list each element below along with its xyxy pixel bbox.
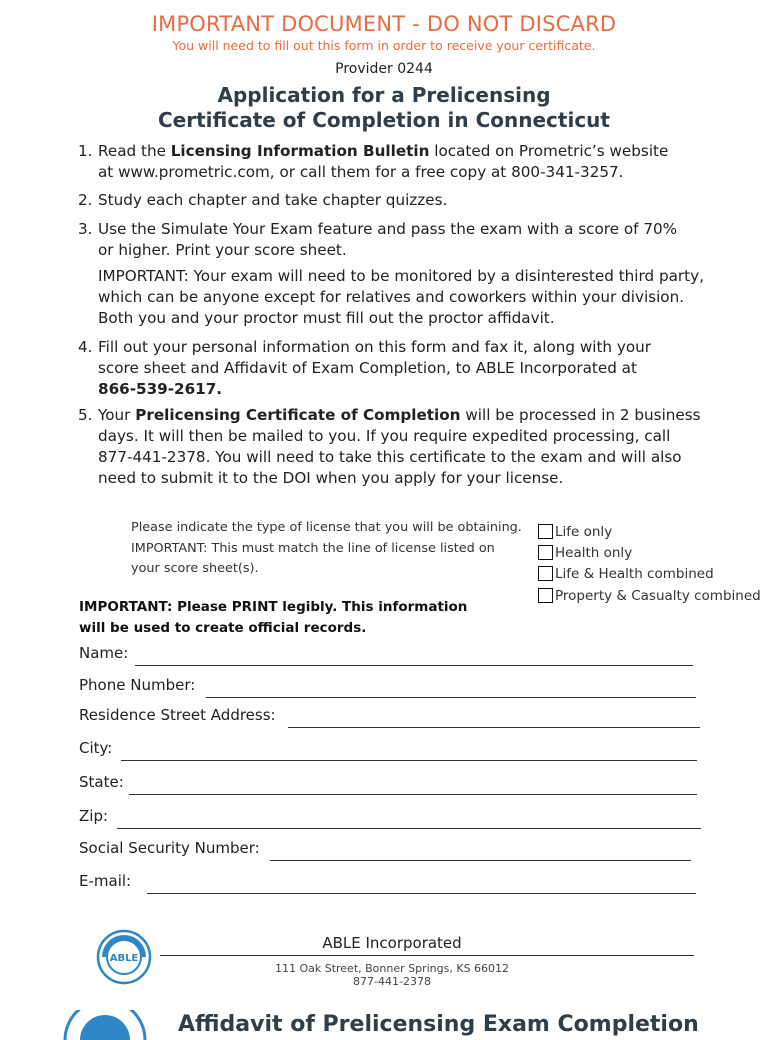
document-title-line1: Application for a Prelicensing [217,83,551,107]
license-type-instructions [131,518,541,580]
banner-subtitle: You will need to fill out this form in order to receive your certificate. [172,38,596,53]
street-address-field[interactable] [79,706,700,730]
able-logo-icon [96,929,152,985]
step-text: 877-441-2378. You will need to take this certificate to the exam and will also [98,448,682,466]
signature-line [160,955,694,956]
step-number: 1. [78,142,93,160]
email-input-line[interactable] [147,893,696,894]
step-text: score sheet and Affidavit of Exam Completion, to ABLE Incorporated at [98,359,637,377]
state-field[interactable] [79,773,697,797]
field-label: Name: [79,644,129,662]
step-text: Fill out your personal information on this form and fax it, along with your [98,338,652,356]
zip-field[interactable] [79,807,701,831]
instruction-step-4 [78,337,738,400]
step-text: Read the [98,142,171,160]
option-label: Property & Casualty combined [555,588,761,604]
step-number: 2. [78,191,93,209]
license-option-health[interactable] [538,545,632,561]
fax-number: 866-539-2617. [98,380,223,398]
instruction-step-5 [78,405,738,489]
print-legibly-note [79,597,499,639]
license-option-life[interactable] [538,524,612,540]
ssn-field[interactable] [79,839,691,863]
step-number: 4. [78,338,93,356]
note-line: IMPORTANT: Please PRINT legibly. This information [79,599,468,615]
note-text: IMPORTANT: Your exam will need to be monitored by a disinterested third party, [98,267,704,285]
city-field[interactable] [79,739,697,763]
option-label: Life only [555,524,613,540]
street-address-input-line[interactable] [288,727,700,728]
step-text: Study each chapter and take chapter quizzes. [98,191,448,209]
company-phone: 877-441-2378 [353,975,431,988]
step-number: 5. [78,406,93,424]
company-name: ABLE Incorporated [322,934,462,952]
logo-text: ABLE [109,953,139,964]
certificate-name: Prelicensing Certificate of Completion [135,406,461,424]
proctor-important-note [78,266,738,329]
step-text: will be processed in 2 business [460,406,701,424]
checkbox[interactable] [538,524,553,539]
field-label: Phone Number: [79,676,196,694]
instruction-step-3 [78,219,738,261]
checkbox[interactable] [538,545,553,560]
option-label: Life & Health combined [555,566,714,582]
field-label: City: [79,739,113,757]
phone-input-line[interactable] [206,697,696,698]
company-address: 111 Oak Street, Bonner Springs, KS 66012 [274,962,510,975]
city-input-line[interactable] [121,760,697,761]
note-line: will be used to create official records. [79,620,367,636]
license-instruction-line: IMPORTANT: This must match the line of license listed on [131,540,495,556]
zip-input-line[interactable] [117,828,701,829]
bulletin-title: Licensing Information Bulletin [170,142,430,160]
checkbox[interactable] [538,588,553,603]
document-title-line2: Certificate of Completion in Connecticut [158,108,610,132]
field-label: State: [79,773,124,791]
field-label: Residence Street Address: [79,706,276,724]
option-label: Health only [555,545,633,561]
step-text: or higher. Print your score sheet. [98,241,347,259]
checkbox[interactable] [538,566,553,581]
license-option-life-health[interactable] [538,566,714,582]
step-text: Use the Simulate Your Exam feature and pass the exam with a score of 70% [98,220,678,238]
license-instruction-line: your score sheet(s). [131,561,259,576]
field-label: Zip: [79,807,109,825]
step-text: Your [98,406,136,424]
step-text: need to submit it to the DOI when you apply for your license. [98,469,564,487]
note-text: which can be anyone except for relatives and coworkers within your division. [98,288,685,306]
name-field[interactable] [79,644,693,668]
note-text: Both you and your proctor must fill out the proctor affidavit. [98,309,555,327]
step-text: located on Prometric’s website [429,142,669,160]
field-label: E-mail: [79,872,132,890]
step-text: days. It will then be mailed to you. If you require expedited processing, call [98,427,671,445]
instruction-step-1 [78,141,738,183]
license-option-property-casualty[interactable] [538,588,761,604]
phone-field[interactable] [79,676,696,700]
step-number: 3. [78,220,93,238]
ssn-input-line[interactable] [270,860,691,861]
state-input-line[interactable] [129,794,697,795]
provider-number: Provider 0244 [335,61,433,77]
able-logo-partial-icon [60,1010,150,1040]
step-text: at www.prometric.com, or call them for a free copy at 800-341-3257. [98,163,624,181]
email-field[interactable] [79,872,696,896]
instruction-step-2 [78,190,738,211]
name-input-line[interactable] [135,665,693,666]
license-instruction-line: Please indicate the type of license that you will be obtaining. [131,520,522,535]
banner-title: IMPORTANT DOCUMENT - DO NOT DISCARD [151,12,617,36]
field-label: Social Security Number: [79,839,260,857]
next-section-title: Affidavit of Prelicensing Exam Completion [178,1012,699,1037]
